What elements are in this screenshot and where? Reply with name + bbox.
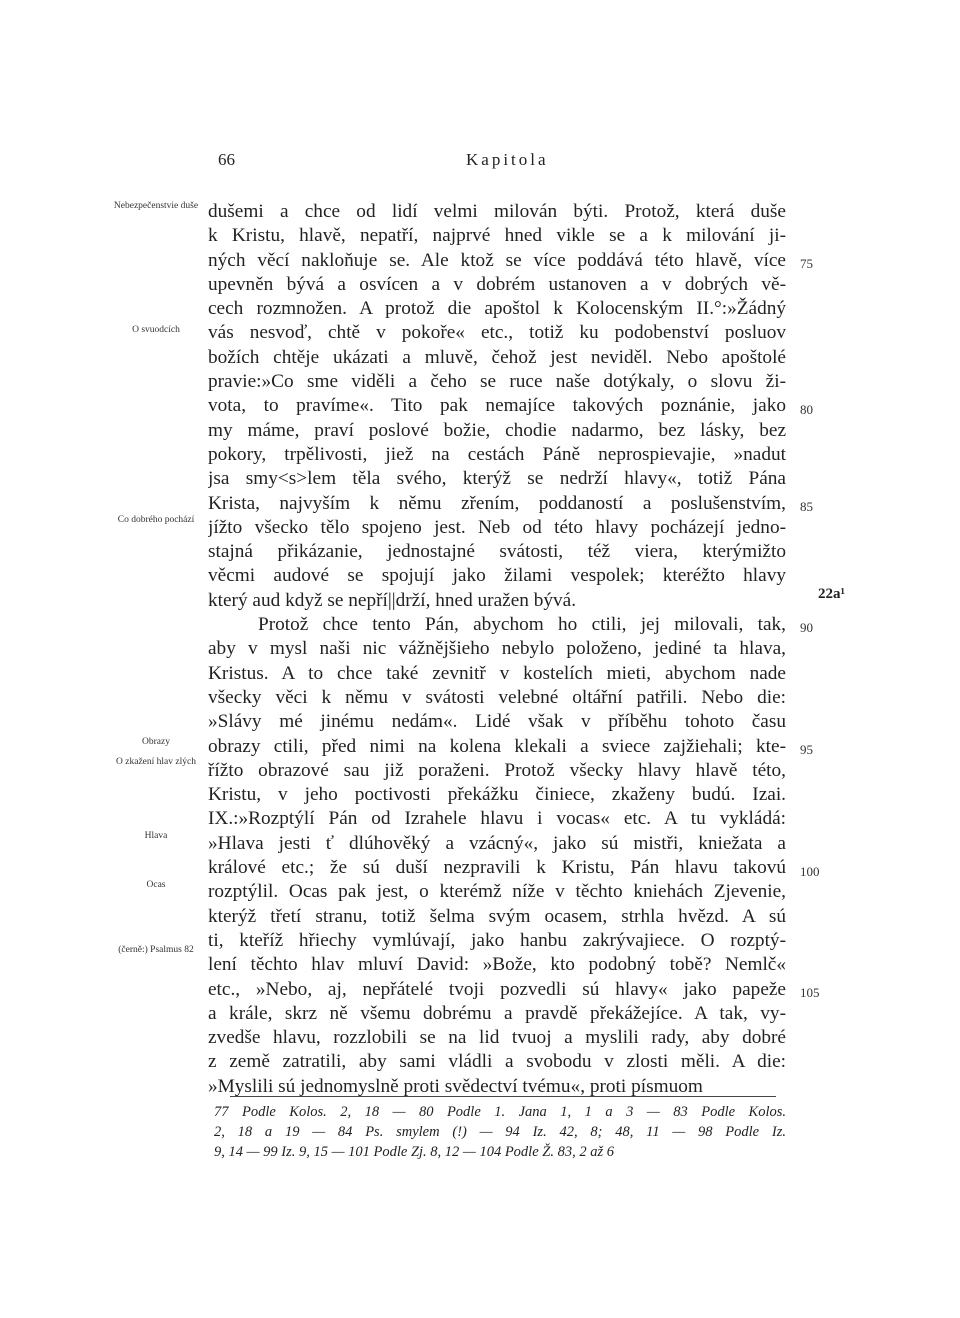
text-line: věcmi audové se spojují jako žilami vespolek; kteréžto hlavy <box>208 565 786 587</box>
line-number: 85 <box>800 499 813 514</box>
page-number: 66 <box>218 150 235 169</box>
margin-note: Co dobrého pochází <box>117 515 195 525</box>
footnote-divider <box>230 1096 776 1097</box>
margin-note: Nebezpečenstvie duše <box>113 201 199 211</box>
running-title: Kapitola <box>466 150 549 169</box>
text-line: my máme, praví poslové božie, chodie nadarmo, bez lásky, bez <box>208 419 786 441</box>
text-line: IX.:»Rozptýlí Pán od Izrahele hlavu i vocas« etc. A tu vykládá: <box>208 808 786 830</box>
text-line: který aud když se nepří||drží, hned uražen bývá. <box>208 589 577 611</box>
footnotes <box>214 1102 786 1162</box>
text-line: řížto obrazové sau již poraženi. Protož všecky hlavy hlavě této, <box>208 759 786 781</box>
text-line: vota, to pravíme«. Tito pak nemajíce takových poznánie, jako <box>208 395 786 417</box>
text-line: vás nesvoď, chtě v pokoře« etc., totiž ku podobenství posluov <box>208 322 786 344</box>
text-line: pokory, trpělivosti, jiež na cestách Páně neprospievajie, »nadut <box>208 443 786 465</box>
text-line: Krista, najvyším k němu zřením, poddaností a poslušenstvím, <box>208 492 786 514</box>
text-line: k Kristu, hlavě, nepatří, najprvé hned vikle se a k milování ji- <box>208 225 786 247</box>
footnote-line: 9, 14 — 99 Iz. 9, 15 — 101 Podle Zj. 8, 12 — 104 Podle Ž. 83, 2 až 6 <box>214 1144 614 1160</box>
page-header <box>0 150 960 180</box>
text-line: rozptýlil. Ocas pak jest, o kterémž níže v těchto kniehách Zjevenie, <box>208 881 786 903</box>
line-number: 105 <box>800 985 820 1000</box>
margin-note: O svuodcích <box>132 325 180 335</box>
text-line: z země zatratili, aby sami vládli a svobodu v zlosti měli. A die: <box>208 1051 786 1073</box>
line-number: 100 <box>800 864 820 879</box>
text-line: jsa smy<s>lem těla svého, kterýž se nedrží hlavy«, totiž Pána <box>208 468 786 490</box>
text-line: ti, kteříž hřiechy vymlúvají, jako hanbu zakrývajiece. O rozptý- <box>208 929 786 951</box>
margin-note: Ocas <box>146 880 166 890</box>
text-line: králové etc.; že sú duší nezpravili k Kristu, Pán hlavu takovú <box>208 857 786 879</box>
text-line: všecky věci k němu v svátosti velebné oltářní patřili. Nebo die: <box>208 686 786 708</box>
text-line: upevněn bývá a osvícen a v dobrém ustanoven a v dobrých vě- <box>208 273 786 295</box>
text-line: stajná přikázanie, jednostajné svátosti, též viera, kterýmižto <box>208 541 786 563</box>
text-line: »Hlava jesti ť dlúhověký a vzácný«, jako sú mistři, kniežata a <box>208 832 786 854</box>
text-line: a krále, skrz ně všemu dobrému a pravdě překážejíce. A tak, vy- <box>208 1002 786 1024</box>
text-line: kterýž třetí stranu, totiž šelma svým ocasem, strhla hvězd. A sú <box>208 905 786 927</box>
margin-note: Hlava <box>144 831 168 841</box>
text-line: zvedše hlavu, rozzlobili se na lid tvuoj a myslili rady, aby dobré <box>208 1027 786 1049</box>
text-line: jížto všecko tělo spojeno jest. Neb od této hlavy pocházejí jedno- <box>208 516 786 538</box>
text-line: lení těchto hlav mluví David: »Bože, kto podobný tobě? Nemlč« <box>208 954 786 976</box>
line-number: 80 <box>800 402 813 417</box>
text-line: Kristu, v jeho poctivosti překážku činiece, zkaženy budú. Izai. <box>208 784 786 806</box>
line-number: 95 <box>800 742 813 757</box>
text-line: božích chtěje ukázati a mluvě, čehož jest neviděl. Nebo apoštolé <box>208 346 786 368</box>
text-line: ných věcí nakloňuje se. Ale ktož se více poddává této hlavě, více <box>208 249 786 271</box>
text-line: »Myslili sú jednomyslně proti svědectví tvému«, proti písmuom <box>208 1075 703 1097</box>
main-text <box>208 200 786 1099</box>
margin-note: O zkažení hlav zlých <box>116 757 196 767</box>
folio-mark: 22a¹ <box>818 586 845 602</box>
text-line: dušemi a chce od lidí velmi milován býti. Protož, která duše <box>208 201 786 222</box>
margin-note: Obrazy <box>142 737 170 747</box>
text-line: etc., »Nebo, aj, nepřátelé tvoji pozvedli sú hlavy« jako papeže <box>208 978 786 1000</box>
footnote-line: 2, 18 a 19 — 84 Ps. smylem (!) — 94 Iz. 42, 8; 48, 11 — 98 Podle Iz. <box>214 1124 786 1140</box>
text-line: Protož chce tento Pán, abychom ho ctili, jej milovali, tak, <box>258 614 786 636</box>
text-line: cech rozmnožen. A protož die apoštol k Kolocenským II.°:»Žádný <box>208 298 786 320</box>
margin-note: (černě:) Psalmus 82 <box>118 945 194 955</box>
text-line: »Slávy mé jinému nedám«. Lidé však v příběhu tohoto času <box>208 711 786 733</box>
text-line: pravie:»Co sme viděli a čeho se ruce naše dotýkaly, o slovu ži- <box>208 371 786 393</box>
text-line: obrazy ctili, před nimi na kolena klekali a sviece zajžiehali; kte- <box>208 735 786 757</box>
line-number: 90 <box>800 620 813 635</box>
text-line: aby v mysl naši nic vážnějšieho nebylo položeno, jediné ta hlava, <box>208 638 786 660</box>
text-line: Kristus. A to chce také zevnitř v kostelích mieti, abychom nade <box>208 662 786 684</box>
line-number: 75 <box>800 256 813 271</box>
footnote-line: 77 Podle Kolos. 2, 18 — 80 Podle 1. Jana 1, 1 a 3 — 83 Podle Kolos. <box>214 1104 786 1120</box>
